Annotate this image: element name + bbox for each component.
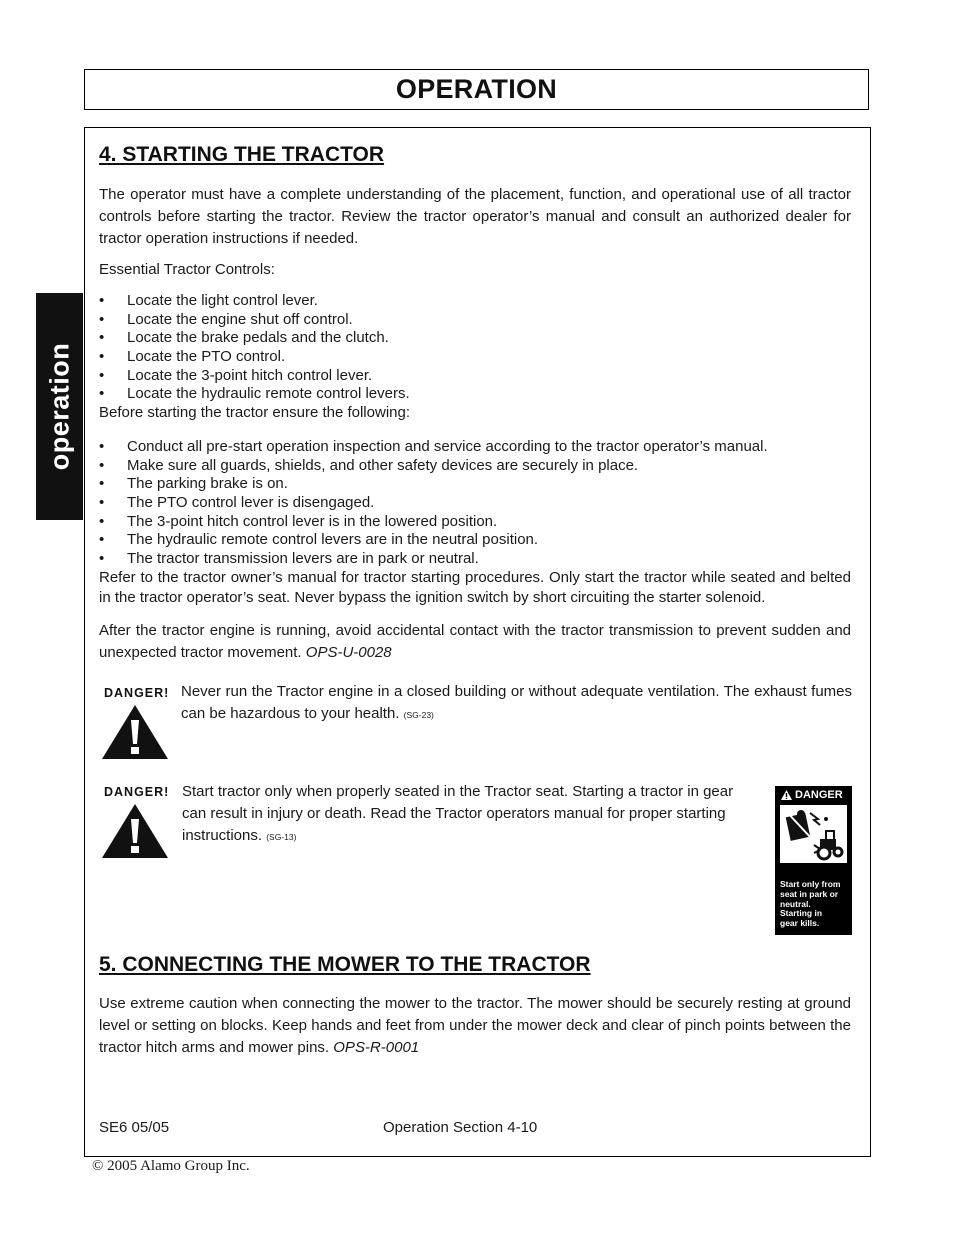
controls-label: Essential Tractor Controls: <box>99 261 275 278</box>
list-item: • The tractor transmission levers are in park or neutral. <box>99 550 479 568</box>
list-item: • Locate the hydraulic remote control levers. <box>99 385 410 403</box>
warning-triangle-icon <box>100 802 170 860</box>
header-box <box>84 69 869 110</box>
tractor-hazard-icon <box>780 805 847 863</box>
decal-text: Start only from seat in park or neutral. Starting in gear kills. <box>780 879 841 929</box>
side-tab <box>36 293 83 520</box>
footer-page-number: Operation Section 4-10 <box>383 1119 538 1136</box>
section5-heading: 5. CONNECTING THE MOWER TO THE TRACTOR <box>99 953 591 976</box>
list-item: • Locate the PTO control. <box>99 348 286 366</box>
before-label: Before starting the tractor ensure the following: <box>99 404 411 421</box>
list-item: • Locate the engine shut off control. <box>99 310 353 328</box>
danger1-text: Never run the Tractor engine in a closed building or without adequate ventilation. The exhaust fumes can be hazardous to your health. (SG-23) <box>181 683 852 722</box>
warning-triangle-icon <box>100 703 170 761</box>
after-paragraph: After the tractor engine is running, avoid accidental contact with the tractor transmission to prevent sudden and unexpected tractor movement. OPS-U-0028 <box>99 622 851 661</box>
danger-label: DANGER! <box>104 785 170 799</box>
controls-list <box>99 292 799 404</box>
footer-model: SE6 05/05 <box>99 1119 170 1136</box>
checks-list <box>99 438 851 569</box>
page-title: OPERATION <box>395 74 558 104</box>
list-item: • Locate the brake pedals and the clutch. <box>99 329 389 347</box>
decal-pictogram <box>780 805 847 863</box>
ops-code: OPS-R-0001 <box>333 1039 420 1056</box>
list-item: • Locate the light control lever. <box>99 292 318 309</box>
ops-code: OPS-U-0028 <box>305 644 392 661</box>
list-item: • The 3-point hitch control lever is in the lowered position. <box>99 512 498 530</box>
section5-paragraph: Use extreme caution when connecting the mower to the tractor. The mower should be securely resting at ground level or setting on blocks. Keep hands and feet from under the mower deck and clear of pinch points between the tractor hitch arms and mower pins. OPS-R-0001 <box>99 995 851 1056</box>
side-tab-label: operation <box>44 342 75 471</box>
list-item: • The hydraulic remote control levers are in the neutral position. <box>99 531 539 549</box>
warning-icon <box>781 790 792 800</box>
section4-intro: The operator must have a complete understanding of the placement, function, and operational use of all tractor controls before starting the tractor. Review the tractor operator’s manual and consult an authorized dealer for tractor operation instructions if needed. <box>99 186 851 247</box>
section4-heading: 4. STARTING THE TRACTOR <box>99 143 385 166</box>
list-item: • Conduct all pre-start operation inspection and service according to the tractor operator’s manual. <box>99 438 768 455</box>
danger-label: DANGER! <box>104 686 170 700</box>
list-item: • Make sure all guards, shields, and other safety devices are securely in place. <box>99 456 639 474</box>
list-item: • The PTO control lever is disengaged. <box>99 494 375 512</box>
decal-title: DANGER <box>775 786 852 801</box>
list-item: • The parking brake is on. <box>99 475 288 493</box>
copyright: © 2005 Alamo Group Inc. <box>92 1158 250 1174</box>
list-item: • Locate the 3-point hitch control lever. <box>99 366 373 384</box>
danger-decal <box>775 786 852 935</box>
danger2-text: Start tractor only when properly seated in the Tractor seat. Starting a tractor in gear can result in injury or death. Read the Tractor operators manual for proper starting instructions. (SG-13) <box>182 783 734 844</box>
refer-paragraph: Refer to the tractor owner’s manual for tractor starting procedures. Only start the tractor while seated and belted in the tractor operator’s seat. Never bypass the ignition switch by short circuiting the starter solenoid. <box>99 569 851 606</box>
